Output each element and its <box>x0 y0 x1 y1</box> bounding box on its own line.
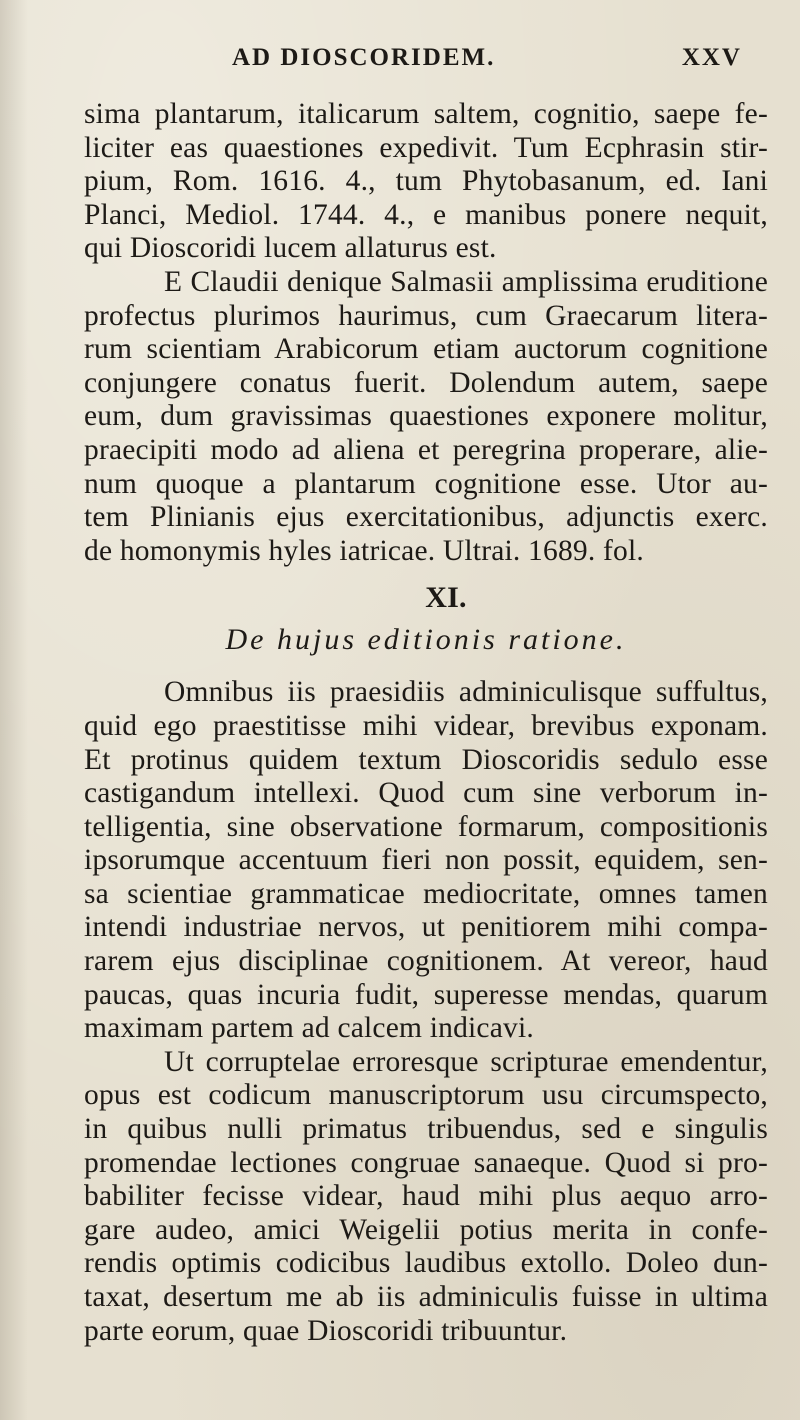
running-title: AD DIOSCORIDEM. <box>232 44 496 71</box>
text-line: intendi industriae nervos, ut penitiorem mihi compa- <box>84 911 768 944</box>
page-gutter-shadow <box>0 0 28 1420</box>
text-line: de homonymis hyles iatricae. Ultrai. 1689. fol. <box>84 534 644 567</box>
section-number: XI. <box>425 581 467 615</box>
text-line: castigandum intellexi. Quod cum sine verborum in- <box>84 777 768 810</box>
text-line: opus est codicum manuscriptorum usu circumspecto, <box>84 1079 768 1112</box>
text-line: rarem ejus disciplinae cognitionem. At vereor, haud <box>84 945 768 978</box>
text-line: Planci, Mediol. 1744. 4., e manibus ponere nequit, <box>84 198 768 231</box>
text-line: num quoque a plantarum cognitione esse. Utor au- <box>84 467 768 500</box>
paragraph-2 <box>84 266 768 568</box>
running-head <box>232 44 760 84</box>
text-line: ipsorumque accentuum fieri non possit, equidem, sen- <box>84 844 768 877</box>
paragraph-3 <box>84 676 768 1046</box>
page-number: XXV <box>681 44 742 71</box>
text-line: sa scientiae grammaticae mediocritate, omnes tamen <box>84 877 768 910</box>
text-line: liciter eas quaestiones expedivit. Tum Ecphrasin stir- <box>84 131 768 164</box>
text-line: rum scientiam Arabicorum etiam auctorum cognitione <box>84 333 768 366</box>
paragraph-4 <box>84 1046 768 1348</box>
text-line: pium, Rom. 1616. 4., tum Phytobasanum, ed. Iani <box>84 165 768 198</box>
text-line: Ut corruptelae erroresque scripturae emendentur, <box>164 1045 768 1078</box>
section-heading: De hujus editionis ratione. <box>225 623 627 657</box>
paragraph-1 <box>84 98 768 266</box>
text-line: conjungere conatus fuerit. Dolendum autem, saepe <box>84 366 768 399</box>
text-line: sima plantarum, italicarum saltem, cognitio, saepe fe- <box>84 98 768 130</box>
text-line: profectus plurimos haurimus, cum Graecarum litera- <box>84 299 768 332</box>
body-text <box>84 98 768 1348</box>
text-line: Omnibus iis praesidiis adminiculisque suffultus, <box>164 676 768 709</box>
text-line: eum, dum gravissimas quaestiones exponere molitur, <box>84 400 768 433</box>
text-line: Et protinus quidem textum Dioscoridis sedulo esse <box>84 743 768 776</box>
text-line: maximam partem ad calcem indicavi. <box>84 1012 534 1045</box>
text-line: E Claudii denique Salmasii amplissima eruditione <box>164 265 768 298</box>
text-line: qui Dioscoridi lucem allaturus est. <box>84 232 497 265</box>
text-line: in quibus nulli primatus tribuendus, sed e singulis <box>84 1113 768 1146</box>
text-line: paucas, quas incuria fudit, superesse mendas, quarum <box>84 978 768 1011</box>
text-line: quid ego praestitisse mihi videar, brevibus exponam. <box>84 709 768 742</box>
text-line: taxat, desertum me ab iis adminiculis fuisse in ultima <box>84 1281 768 1313</box>
text-line: promendae lectiones congruae sanaeque. Quod si pro- <box>84 1146 768 1179</box>
text-line: gare audeo, amici Weigelii potius merita in confe- <box>84 1213 768 1246</box>
text-line: parte eorum, quae Dioscoridi tribuuntur. <box>84 1314 568 1347</box>
text-line: tem Plinianis ejus exercitationibus, adjunctis exerc. <box>84 501 768 534</box>
text-line: babiliter fecisse videar, haud mihi plus aequo arro- <box>84 1180 768 1213</box>
text-line: telligentia, sine observatione formarum, compositionis <box>84 810 768 843</box>
text-line: rendis optimis codicibus laudibus extollo. Doleo dun- <box>84 1247 768 1280</box>
text-line: praecipiti modo ad aliena et peregrina properare, alie- <box>84 433 768 466</box>
